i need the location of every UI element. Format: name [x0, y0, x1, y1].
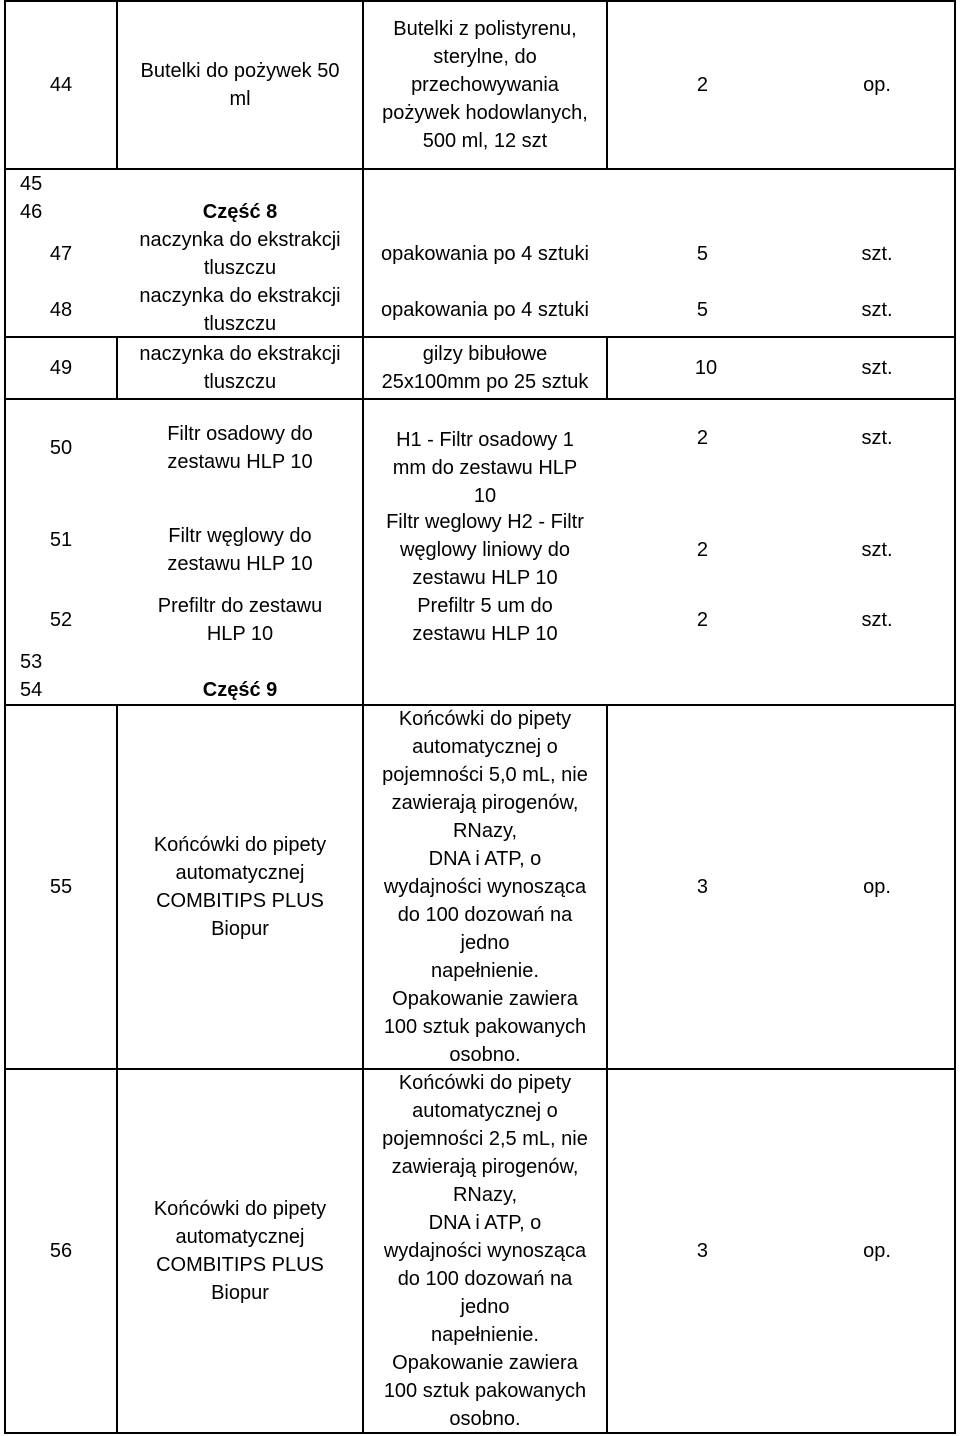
row-50-unit: szt.	[861, 427, 893, 449]
row-51-number: 51	[49, 529, 73, 551]
row-47-quantity: 5	[696, 243, 708, 265]
row-51-unit: szt.	[861, 539, 893, 561]
row-44-quantity: 2	[696, 74, 708, 96]
row-56-description: Końcówki do pipety automatycznej o pojemności 2,5 mL, nie zawierają pirogenów, RNazy, DNA i ATP, o wydajności wynosząca do 100 dozowań na jedno napełnienie. Opakowanie zawiera 100 sztuk pakowanych osobno.	[382, 1072, 588, 1430]
row-48-number: 48	[49, 299, 73, 321]
row-46-section-title: Część 8	[202, 201, 278, 223]
row-47-name: naczynka do ekstrakcji tluszczu	[139, 229, 341, 279]
row-54-number: 54	[20, 679, 43, 701]
row-52-name: Prefiltr do zestawu HLP 10	[157, 595, 323, 645]
row-56-number: 56	[49, 1240, 73, 1262]
row-52-number: 52	[49, 609, 73, 631]
row-56-unit: op.	[863, 1240, 891, 1262]
row-47-description: opakowania po 4 sztuki	[381, 243, 589, 265]
row-48-unit: szt.	[861, 299, 893, 321]
row-50-quantity: 2	[696, 427, 708, 449]
row-54-section-title: Część 9	[202, 679, 278, 701]
row-divider	[4, 398, 956, 400]
row-49-description: gilzy bibułowe 25x100mm po 25 sztuk	[381, 343, 589, 393]
row-49-unit: szt.	[861, 357, 893, 379]
row-47-number: 47	[49, 243, 73, 265]
row-55-unit: op.	[863, 876, 891, 898]
row-48-name: naczynka do ekstrakcji tluszczu	[139, 285, 341, 335]
row-47-unit: szt.	[861, 243, 893, 265]
row-55-description: Końcówki do pipety automatycznej o pojemności 5,0 mL, nie zawierają pirogenów, RNazy, DNA i ATP, o wydajności wynosząca do 100 dozowań na jedno napełnienie. Opakowanie zawiera 100 sztuk pakowanych osobno.	[382, 708, 588, 1066]
row-46-number: 46	[20, 201, 43, 223]
row-50-name: Filtr osadowy do zestawu HLP 10	[167, 423, 313, 473]
table-border-bottom	[4, 1432, 956, 1434]
row-55-name: Końcówki do pipety automatycznej COMBITIPS PLUS Biopur	[153, 834, 327, 940]
row-44-description: Butelki z polistyrenu, sterylne, do przechowywania pożywek hodowlanych, 500 ml, 12 szt	[382, 18, 588, 152]
row-49-name: naczynka do ekstrakcji tluszczu	[139, 343, 341, 393]
row-52-quantity: 2	[696, 609, 708, 631]
row-48-description: opakowania po 4 sztuki	[381, 299, 589, 321]
row-44-unit: op.	[863, 74, 891, 96]
row-48-quantity: 5	[696, 299, 708, 321]
row-49-number: 49	[49, 357, 73, 379]
col-divider	[606, 336, 608, 398]
row-56-name: Końcówki do pipety automatycznej COMBITIPS PLUS Biopur	[153, 1198, 327, 1304]
row-55-quantity: 3	[696, 876, 708, 898]
row-45-number: 45	[20, 173, 43, 195]
row-50-description: H1 - Filtr osadowy 1 mm do zestawu HLP 10	[392, 429, 578, 507]
row-44-number: 44	[49, 74, 73, 96]
row-49-quantity: 10	[694, 357, 718, 379]
row-56-quantity: 3	[696, 1240, 708, 1262]
row-divider	[4, 168, 956, 170]
row-44-name: Butelki do pożywek 50 ml	[140, 60, 340, 110]
row-51-quantity: 2	[696, 539, 708, 561]
row-51-description: Filtr weglowy H2 - Filtr węglowy liniowy do zestawu HLP 10	[386, 511, 584, 589]
row-53-number: 53	[20, 651, 43, 673]
row-52-unit: szt.	[861, 609, 893, 631]
row-55-number: 55	[49, 876, 73, 898]
table-border-right	[954, 0, 956, 1434]
row-52-description: Prefiltr 5 um do zestawu HLP 10	[412, 595, 558, 645]
row-50-number: 50	[49, 437, 73, 459]
row-51-name: Filtr węglowy do zestawu HLP 10	[167, 525, 313, 575]
